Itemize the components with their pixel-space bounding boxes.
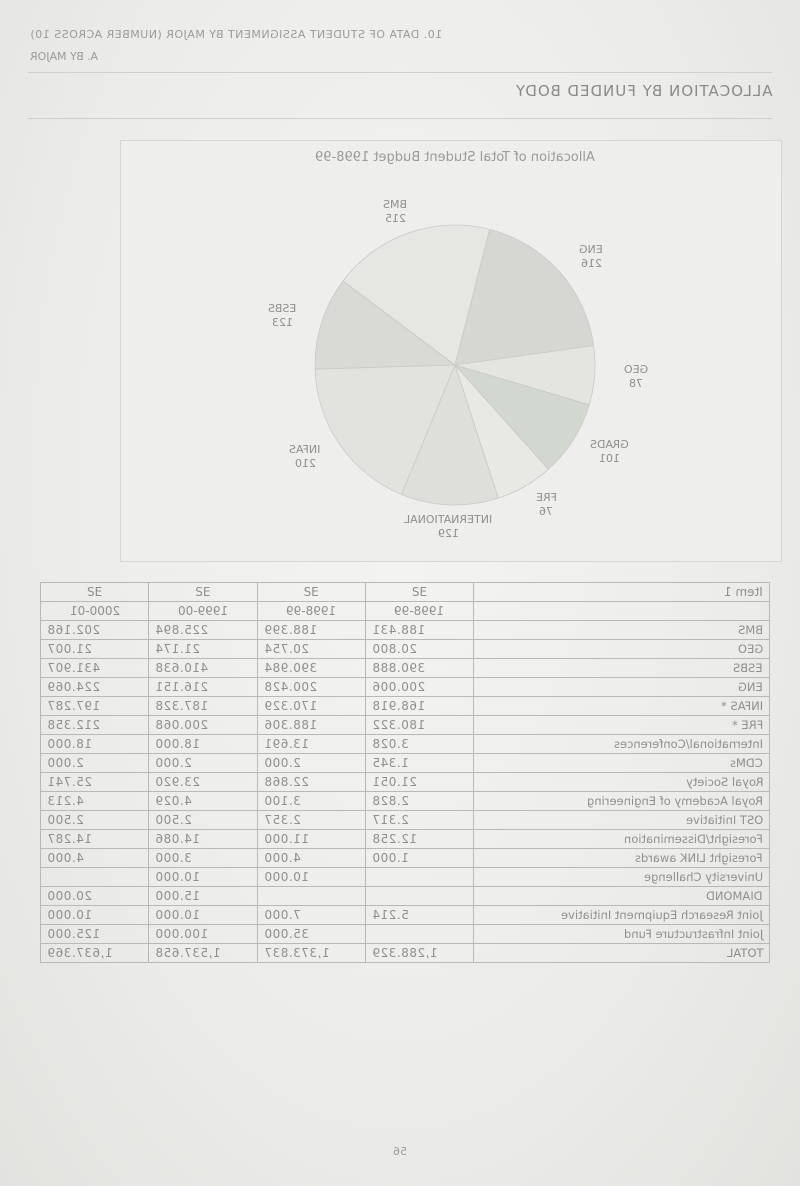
table-cell: 168.918	[365, 697, 473, 716]
table-cell: 200.428	[257, 678, 365, 697]
table-cell: 21.174	[149, 640, 257, 659]
row-label: BMS	[474, 621, 770, 640]
pie-slice-label: BMS 215	[382, 198, 408, 225]
table-cell: 25.741	[41, 773, 149, 792]
table-cell: 224.069	[41, 678, 149, 697]
table-cell: 14.086	[149, 830, 257, 849]
table-cell: 18.000	[149, 735, 257, 754]
table-cell: 1,637.369	[41, 944, 149, 963]
table-cell: 3.000	[149, 849, 257, 868]
table-cell: 2.000	[41, 754, 149, 773]
table-cell: 2.317	[365, 811, 473, 830]
table-row	[41, 773, 770, 792]
table-cell: 11.000	[257, 830, 365, 849]
row-label: ENG	[474, 678, 770, 697]
table-row	[41, 811, 770, 830]
col-header: Item 1	[474, 583, 770, 602]
pie-slice-label: ESBS 123	[267, 302, 297, 329]
row-label: Royal Society	[474, 773, 770, 792]
table-cell: 18.000	[41, 735, 149, 754]
chart-title: Allocation of Total Student Budget 1998-99	[315, 150, 595, 165]
table-cell	[41, 868, 149, 887]
table-cell	[365, 925, 473, 944]
table-row	[41, 754, 770, 773]
table-cell	[365, 868, 473, 887]
table-cell: 212.358	[41, 716, 149, 735]
table-cell: 21.007	[41, 640, 149, 659]
table-cell: 20.800	[365, 640, 473, 659]
table-cell: 170.329	[257, 697, 365, 716]
table-row	[41, 887, 770, 906]
table-row	[41, 906, 770, 925]
table-cell: 390.888	[365, 659, 473, 678]
col-header: SE	[41, 583, 149, 602]
table-cell: 188.431	[365, 621, 473, 640]
row-label: CDMs	[474, 754, 770, 773]
row-label: Royal Academy of Engineering	[474, 792, 770, 811]
table-cell: 4.000	[41, 849, 149, 868]
table-cell: 13.691	[257, 735, 365, 754]
row-label: University Challenge	[474, 868, 770, 887]
pie-slice-label: INTERNATIONAL 129	[403, 513, 493, 540]
table-row	[41, 944, 770, 963]
table-cell: 1,537.658	[149, 944, 257, 963]
table-cell: 197.287	[41, 697, 149, 716]
table-cell: 10.000	[149, 906, 257, 925]
table-cell: 2.000	[149, 754, 257, 773]
table-cell: 100.000	[149, 925, 257, 944]
col-subheader: 1998-99	[257, 602, 365, 621]
table-cell: 14.287	[41, 830, 149, 849]
table-body	[41, 621, 770, 963]
row-label: ESBS	[474, 659, 770, 678]
table-row	[41, 697, 770, 716]
table-cell: 225.894	[149, 621, 257, 640]
table-row	[41, 678, 770, 697]
pie-slice-label: FRE 76	[535, 491, 557, 518]
table-cell: 410.638	[149, 659, 257, 678]
table-cell: 2.828	[365, 792, 473, 811]
col-subheader: 2000-01	[41, 602, 149, 621]
table-cell: 4.213	[41, 792, 149, 811]
table-cell: 21.051	[365, 773, 473, 792]
table-cell: 390.984	[257, 659, 365, 678]
table-cell: 1.000	[365, 849, 473, 868]
pie-slice-label: INFAS 210	[289, 443, 321, 470]
row-label: FRE *	[474, 716, 770, 735]
table-row	[41, 621, 770, 640]
table-cell: 1.345	[365, 754, 473, 773]
row-label: Foresight LINK awards	[474, 849, 770, 868]
col-subheader: 1999-00	[149, 602, 257, 621]
table-cell: 2.357	[257, 811, 365, 830]
table-cell: 1,288.329	[365, 944, 473, 963]
row-label: Joint Research Equipment Initiative	[474, 906, 770, 925]
table-cell: 200.006	[365, 678, 473, 697]
pie-slice-label: ENG 216	[579, 243, 603, 270]
page-title: ALLOCATION BY FUNDED BODY	[514, 82, 772, 100]
col-subheader: 1998-99	[365, 602, 473, 621]
table-cell: 35.000	[257, 925, 365, 944]
row-label: DIAMOND	[474, 887, 770, 906]
row-label: Joint Infrastructure Fund	[474, 925, 770, 944]
table-cell: 15.000	[149, 887, 257, 906]
table-cell: 431.907	[41, 659, 149, 678]
table-cell: 23.920	[149, 773, 257, 792]
table-cell: 216.151	[149, 678, 257, 697]
table-cell: 125.000	[41, 925, 149, 944]
table-cell: 3.100	[257, 792, 365, 811]
table-cell: 12.258	[365, 830, 473, 849]
col-header: SE	[257, 583, 365, 602]
table-cell: 2.500	[41, 811, 149, 830]
table-cell	[257, 887, 365, 906]
table-row	[41, 716, 770, 735]
divider	[28, 72, 772, 73]
table-cell: 4.029	[149, 792, 257, 811]
row-label: INFAS *	[474, 697, 770, 716]
row-label: International/Conferences	[474, 735, 770, 754]
row-label: TOTAL	[474, 944, 770, 963]
allocation-table	[40, 582, 770, 963]
table-cell: 10.000	[257, 868, 365, 887]
row-label: GEO	[474, 640, 770, 659]
col-header: SE	[365, 583, 473, 602]
page-number: 56	[393, 1145, 407, 1158]
table-cell: 180.322	[365, 716, 473, 735]
table-cell: 22.868	[257, 773, 365, 792]
col-subheader	[474, 602, 770, 621]
table-row	[41, 640, 770, 659]
table-row	[41, 849, 770, 868]
row-label: Foresight/Dissemination	[474, 830, 770, 849]
table-cell: 200.068	[149, 716, 257, 735]
table-cell	[365, 887, 473, 906]
table-cell: 20.754	[257, 640, 365, 659]
row-label: OST Initiative	[474, 811, 770, 830]
pie-slice-label: GEO 78	[623, 363, 649, 390]
table-cell: 187.328	[149, 697, 257, 716]
table-row	[41, 868, 770, 887]
col-header: SE	[149, 583, 257, 602]
table-cell: 4.000	[257, 849, 365, 868]
table-cell: 10.000	[41, 906, 149, 925]
table-cell: 188.306	[257, 716, 365, 735]
table-cell: 202.168	[41, 621, 149, 640]
table-row	[41, 735, 770, 754]
table-cell: 3.028	[365, 735, 473, 754]
pie-slice-label: GRADS 101	[589, 438, 629, 465]
table-cell: 2.500	[149, 811, 257, 830]
section-heading: 10. DATA OF STUDENT ASSIGNMENT BY MAJOR (NUMBER ACROSS 10)	[30, 28, 443, 41]
table-cell: 5.214	[365, 906, 473, 925]
table-cell: 10.000	[149, 868, 257, 887]
table-cell: 2.000	[257, 754, 365, 773]
table-row	[41, 792, 770, 811]
table-cell: 188.399	[257, 621, 365, 640]
table-cell: 1,373.837	[257, 944, 365, 963]
section-subheading: A. BY MAJOR	[30, 50, 99, 63]
table-subheader-row	[41, 602, 770, 621]
table-header-row	[41, 583, 770, 602]
table-row	[41, 659, 770, 678]
table-cell: 7.000	[257, 906, 365, 925]
divider	[28, 118, 772, 119]
table-cell: 20.000	[41, 887, 149, 906]
table-row	[41, 925, 770, 944]
table-row	[41, 830, 770, 849]
